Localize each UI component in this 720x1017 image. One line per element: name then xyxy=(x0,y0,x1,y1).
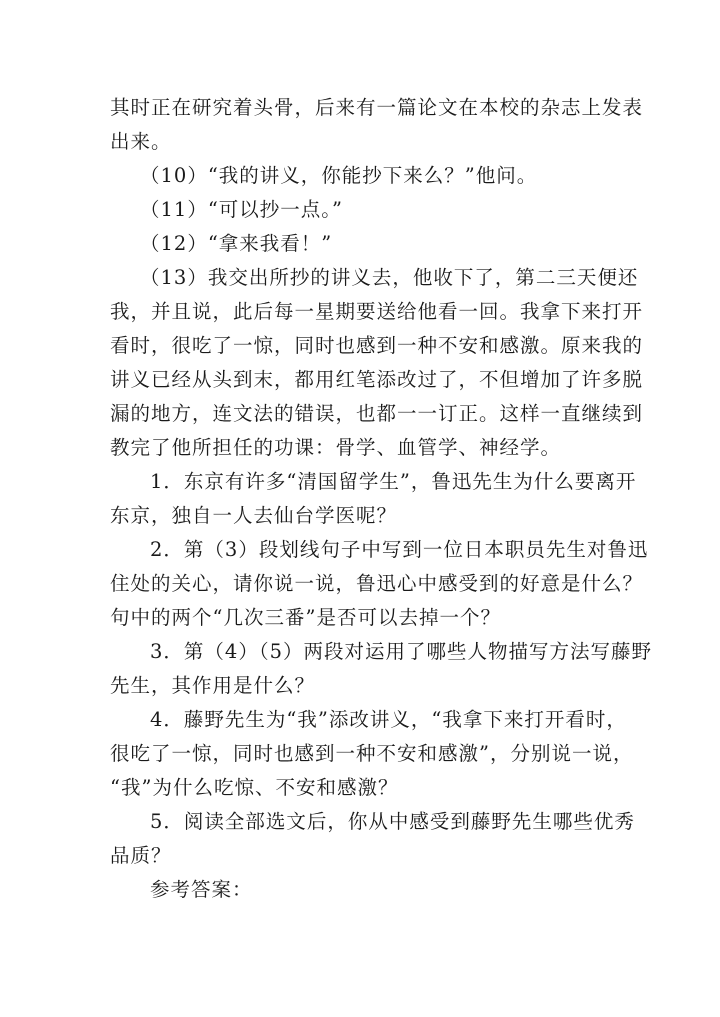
question-line: 品质？ xyxy=(110,844,172,867)
text-line: 出来。 xyxy=(110,130,172,153)
text-line: 其时正在研究着头骨，后来有一篇论文在本校的杂志上发表 xyxy=(110,96,644,119)
question-line: 3．第（4）（5）两段对运用了哪些人物描写方法写藤野 xyxy=(150,640,652,663)
question-line: 很吃了一惊，同时也感到一种不安和感激”，分别说一说， xyxy=(110,742,634,765)
question-line: 先生，其作用是什么？ xyxy=(110,674,316,697)
question-line: 1．东京有许多“清国留学生”，鲁迅先生为什么要离开 xyxy=(150,470,637,493)
text-line: 教完了他所担任的功课：骨学、血管学、神经学。 xyxy=(110,436,562,459)
question-line: “我”为什么吃惊、不安和感激？ xyxy=(110,776,399,799)
question-line: 4．藤野先生为“我”添改讲义，“我拿下来打开看时， xyxy=(150,708,627,731)
text-line: 漏的地方，连文法的错误，也都一一订正。这样一直继续到 xyxy=(110,402,644,425)
text-line: 讲义已经从头到末，都用红笔添改过了，不但增加了许多脱 xyxy=(110,368,644,391)
text-line: 我，并且说，此后每一星期要送给他看一回。我拿下来打开 xyxy=(110,300,644,323)
question-line: 2．第（3）段划线句子中写到一位日本职员先生对鲁迅 xyxy=(150,538,649,561)
answer-heading: 参考答案： xyxy=(150,878,253,901)
question-line: 5．阅读全部选文后，你从中感受到藤野先生哪些优秀 xyxy=(150,810,635,833)
text-line: （13）我交出所抄的讲义去，他收下了，第二三天便还 xyxy=(140,266,639,289)
question-line: 东京，独自一人去仙台学医呢？ xyxy=(110,504,398,527)
text-line: （12）“拿来我看！” xyxy=(140,232,333,255)
question-line: 住处的关心，请你说一说，鲁迅心中感受到的好意是什么？ xyxy=(110,572,644,595)
text-line: （10）“我的讲义，你能抄下来么？”他问。 xyxy=(140,164,538,187)
question-line: 句中的两个“几次三番”是否可以去掉一个？ xyxy=(110,606,501,629)
text-line: 看时，很吃了一惊，同时也感到一种不安和感激。原来我的 xyxy=(110,334,644,357)
text-line: （11）“可以抄一点。” xyxy=(140,198,344,221)
